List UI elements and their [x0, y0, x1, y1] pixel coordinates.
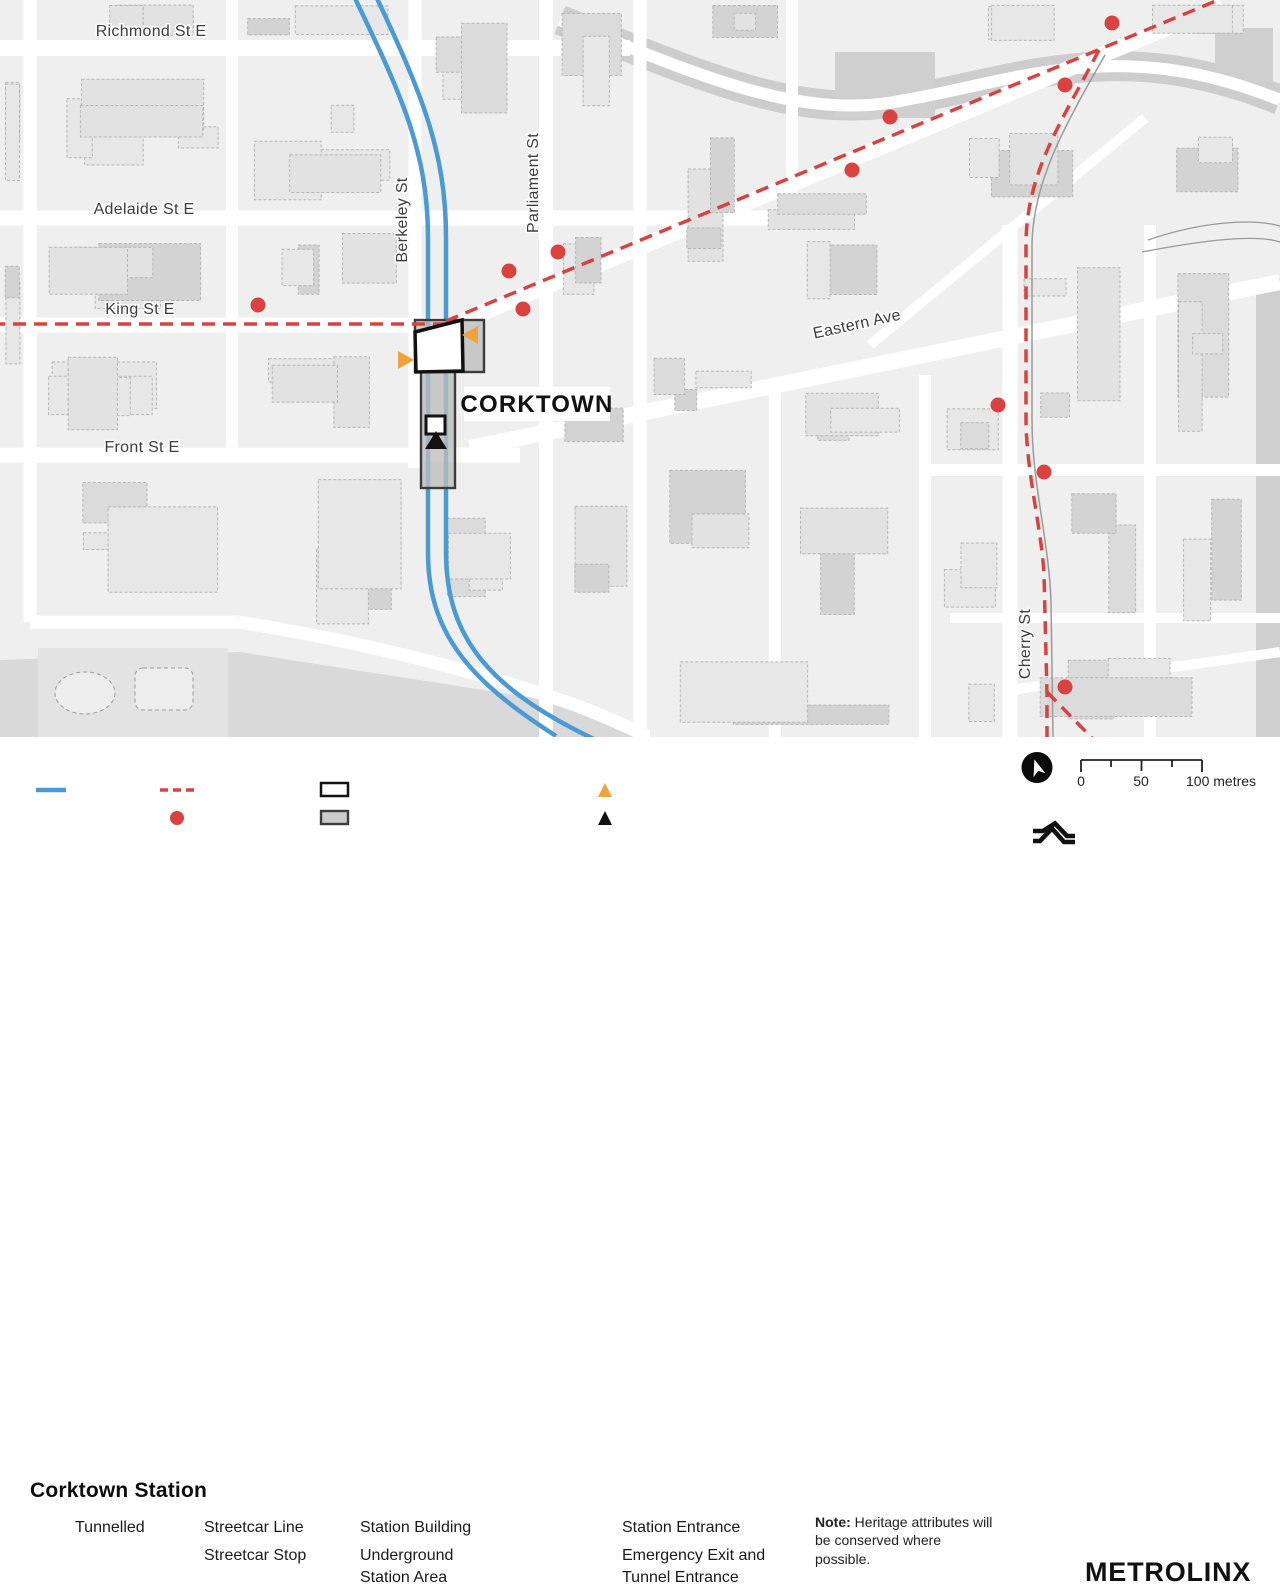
- streetcar-stop-marker: [251, 298, 266, 313]
- scale-bar: [1081, 760, 1202, 772]
- building-footprint: [1109, 525, 1136, 613]
- scale-fifty: 50: [1133, 773, 1149, 789]
- station-name-text: CORKTOWN: [460, 391, 614, 418]
- legend-label-station-entrance: Station Entrance: [622, 1519, 741, 1536]
- building-footprint: [1041, 393, 1070, 417]
- streetcar-stop-marker: [991, 398, 1006, 413]
- building-footprint: [778, 194, 867, 215]
- emergency-exit-building: [426, 416, 445, 434]
- north-arrow-icon: [1022, 752, 1053, 783]
- metrolinx-logo-text: METROLINX: [1085, 1557, 1252, 1587]
- building-footprint: [1072, 494, 1116, 534]
- legend-graphics: [0, 737, 1280, 873]
- building-footprint: [711, 138, 735, 213]
- building-footprint: [462, 23, 508, 113]
- building-footprint: [969, 684, 995, 721]
- street-label-cherry: Cherry St: [1017, 608, 1034, 680]
- building-footprint: [1184, 539, 1211, 621]
- streetcar-stop-marker: [1037, 465, 1052, 480]
- building-footprint: [1024, 279, 1066, 296]
- building-footprint: [343, 234, 397, 284]
- building-footprint: [334, 357, 370, 428]
- building-footprint: [575, 564, 609, 592]
- building-footprint: [1199, 137, 1233, 163]
- building-footprint: [692, 514, 749, 548]
- legend-label-streetcar-line: Streetcar Line: [204, 1519, 304, 1536]
- street-label-eastern: Eastern Ave: [811, 306, 903, 343]
- building-footprint: [80, 106, 202, 138]
- building-footprint: [5, 266, 19, 298]
- building-footprint: [961, 423, 989, 449]
- building-footprint: [961, 543, 997, 588]
- building-footprint: [1078, 268, 1121, 401]
- streetcar-stop-marker: [516, 302, 531, 317]
- building-footprint: [583, 36, 609, 106]
- building-footprint: [687, 228, 721, 249]
- legend-streetcar-stop-swatch: [170, 811, 184, 825]
- building-footprint: [295, 6, 388, 35]
- building-footprint: [290, 155, 381, 193]
- street-label-adelaide: Adelaide St E: [93, 201, 195, 218]
- streetcar-stop-marker: [883, 110, 898, 125]
- streetcar-stop-marker: [1058, 680, 1073, 695]
- building-footprint: [734, 13, 755, 30]
- legend-panel: [0, 737, 1280, 1587]
- map-canvas: [0, 0, 1280, 737]
- building-footprint: [49, 247, 127, 294]
- building-footprint: [696, 371, 751, 387]
- legend-label-emergency-2: Tunnel Entrance: [622, 1569, 739, 1586]
- streetcar-stop-marker: [502, 264, 517, 279]
- legend-label-underground-1: Underground: [360, 1547, 454, 1564]
- building-footprint: [680, 662, 807, 722]
- station-name-label: [460, 387, 613, 421]
- street-label-richmond: Richmond St E: [95, 23, 207, 40]
- building-footprint: [992, 5, 1055, 40]
- streetcar-stop-marker: [845, 163, 860, 178]
- building-footprint: [1212, 499, 1242, 600]
- legend-label-streetcar-stop: Streetcar Stop: [204, 1547, 307, 1564]
- legend-station-building-swatch: [321, 783, 348, 796]
- street-label-berkeley: Berkeley St: [394, 177, 411, 263]
- building-footprint: [1193, 334, 1223, 354]
- scale-zero: 0: [1077, 773, 1085, 789]
- building-footprint: [807, 242, 830, 299]
- metrolinx-logo-icon: [1033, 824, 1075, 843]
- building-footprint: [449, 533, 511, 579]
- building-footprint: [831, 408, 900, 432]
- building-footprint: [331, 105, 354, 132]
- building-footprint: [248, 19, 290, 35]
- note-text: Heritage attributes will be conserved where possible.: [815, 1514, 993, 1567]
- scale-hundred: 100 metres: [1186, 773, 1257, 789]
- building-footprint: [272, 365, 337, 402]
- legend-label-tunnelled: Tunnelled: [75, 1519, 145, 1536]
- legend-label-station-building: Station Building: [360, 1519, 472, 1536]
- building-footprint: [318, 480, 401, 589]
- street-label-king: King St E: [105, 301, 175, 318]
- building-footprint: [654, 358, 685, 394]
- street-label-parliament: Parliament St: [525, 133, 542, 233]
- legend-emergency-exit-icon: [598, 811, 612, 825]
- building-footprint: [1179, 302, 1203, 432]
- building-footprint: [68, 357, 117, 430]
- streetcar-stop-marker: [1105, 16, 1120, 31]
- building-footprint: [282, 249, 314, 285]
- street-label-front: Front St E: [104, 439, 180, 456]
- heritage-note: [815, 1513, 997, 1568]
- legend-title: Corktown Station: [30, 1479, 208, 1502]
- streetcar-stop-marker: [1058, 78, 1073, 93]
- legend-underground-swatch: [321, 811, 348, 824]
- streetcar-stop-marker: [551, 245, 566, 260]
- note-label: Note:: [815, 1514, 851, 1530]
- legend-label-underground-2: Station Area: [360, 1569, 448, 1586]
- building-footprint: [108, 507, 218, 592]
- building-footprint: [801, 508, 888, 554]
- map-svg: [0, 0, 1280, 737]
- building-footprint: [970, 139, 1000, 178]
- legend-label-emergency-1: Emergency Exit and: [622, 1547, 766, 1564]
- building-footprint: [6, 84, 20, 181]
- legend-station-entrance-icon: [598, 783, 612, 797]
